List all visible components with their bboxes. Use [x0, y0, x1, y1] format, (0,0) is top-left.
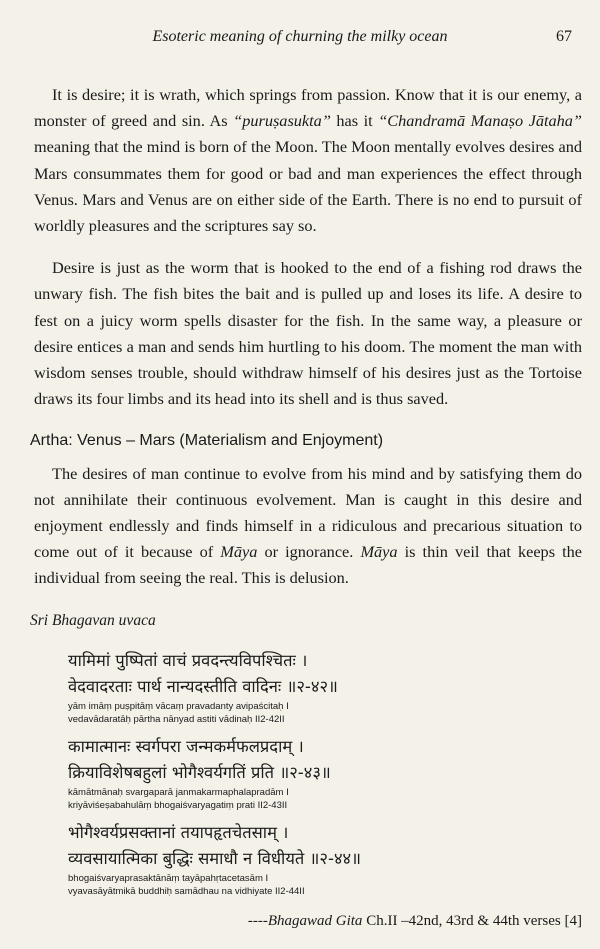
verse-2-43: [68, 734, 582, 812]
verse-devanagari-line: भोगैश्वर्यप्रसक्तानां तयापहृतचेतसाम् ।: [68, 822, 289, 842]
verse-devanagari-line: व्यवसायात्मिका बुद्धिः समाधौ न विधीयते ॥२-४४॥: [68, 848, 361, 868]
verse-transliteration: [68, 700, 582, 726]
page-body: [30, 82, 583, 949]
p1-text-a: It is desire; it is wrath, which springs from passion. Know that it is our enemy, a monster of greed and sin. As: [34, 85, 582, 131]
p3-text-b: or ignorance.: [257, 542, 361, 562]
verse-devanagari-line: कामात्मानः स्वर्गपरा जन्मकर्मफलप्रदाम् ।: [68, 736, 304, 756]
transliteration-line: bhogaiśvaryaprasaktānāṃ tayāpahṛtacetasām I: [68, 872, 269, 884]
transliteration-line: kāmātmānaḥ svargaparā janmakarmaphalapradām I: [68, 786, 289, 798]
source-tail: Ch.II –42nd, 43rd & 44th verses [4]: [362, 912, 582, 929]
p3-text-c: is thin veil that keeps the individual from seeing the real. This is delusion.: [34, 542, 583, 588]
running-header-title: Esoteric meaning of churning the milky ocean: [152, 28, 448, 45]
transliteration-line: kriyāviśeṣabahulāṃ bhogaiśvaryagatiṃ prati II2-43II: [68, 799, 288, 811]
page-number: 67: [556, 28, 572, 45]
p3-text-a: The desires of man continue to evolve from his mind and by satisfying them do not annihilate their continuous evolvement. Man is caught in this desire and enjoyment endlessly and finds himself in a ridiculous and precarious situation to come out of it because of: [34, 463, 582, 562]
p1-text-c: meaning that the mind is born of the Moon. The Moon mentally evolves desires and Mars consummates them for good or bad and man experiences the effect through Venus. Mars and Venus are on either side of the Earth. There is no end to pursuit of worldly pleasures and the scriptures say so.: [34, 137, 582, 236]
paragraph-worm-fish: Desire is just as the worm that is hooked to the end of a fishing rod draws the unwary fish. The fish bites the bait and is pulled up and loses its life. A desire to fest on a juicy worm spells disaster for the fish. In the same way, a pleasure or desire entices a man and sends him hurtling to his doom. The moment the man with wisdom senses trouble, should withdraw himself of his desires just as the Tortoise draws its four limbs and its head into its shell and is thus saved.: [34, 258, 582, 409]
paragraph-desire-wrath: [34, 82, 582, 239]
p3-term-maya-1: Māya: [220, 542, 258, 562]
transliteration-line: vedavādaratāḥ pārtha nānyad astiti vādinaḥ II2-42II: [68, 713, 285, 725]
running-header: [0, 28, 600, 52]
section-heading-artha: Artha: Venus – Mars (Materialism and Enjoyment): [30, 432, 384, 450]
p1-citation-chandrama: “Chandramā Manaṣo Jātaha”: [378, 111, 582, 131]
verse-transliteration: [68, 786, 582, 812]
transliteration-line: vyavasāyātmikā buddhiḥ samādhau na vidhiyate II2-44II: [68, 885, 305, 897]
verse-2-42: [68, 648, 582, 726]
verse-speaker: Sri Bhagavan uvaca: [30, 611, 156, 629]
p1-text-b: has it: [330, 111, 379, 131]
verse-devanagari-line: यामिमां पुष्पितां वाचं प्रवदन्त्यविपश्चितः ।: [68, 650, 308, 670]
verse-devanagari-line: वेदवादरताः पार्थ नान्यदस्तीति वादिनः ॥२-४२॥: [68, 676, 338, 696]
verse-2-44: [68, 820, 582, 898]
source-lead: ----Bhagawad Gita: [247, 912, 363, 929]
verse-transliteration: [68, 872, 582, 898]
p3-term-maya-2: Māya: [360, 542, 398, 562]
p1-citation-purusasukta: “puruṣasukta”: [233, 111, 331, 131]
verse-source-citation: [34, 908, 582, 934]
transliteration-line: yām imāṃ puṣpitāṃ vācaṃ pravadanty avipaścitaḥ I: [68, 700, 289, 712]
paragraph-maya: [34, 461, 582, 592]
verse-devanagari-line: क्रियाविशेषबहुलां भोगैश्वर्यगतिं प्रति ॥२-४३॥: [68, 762, 331, 782]
